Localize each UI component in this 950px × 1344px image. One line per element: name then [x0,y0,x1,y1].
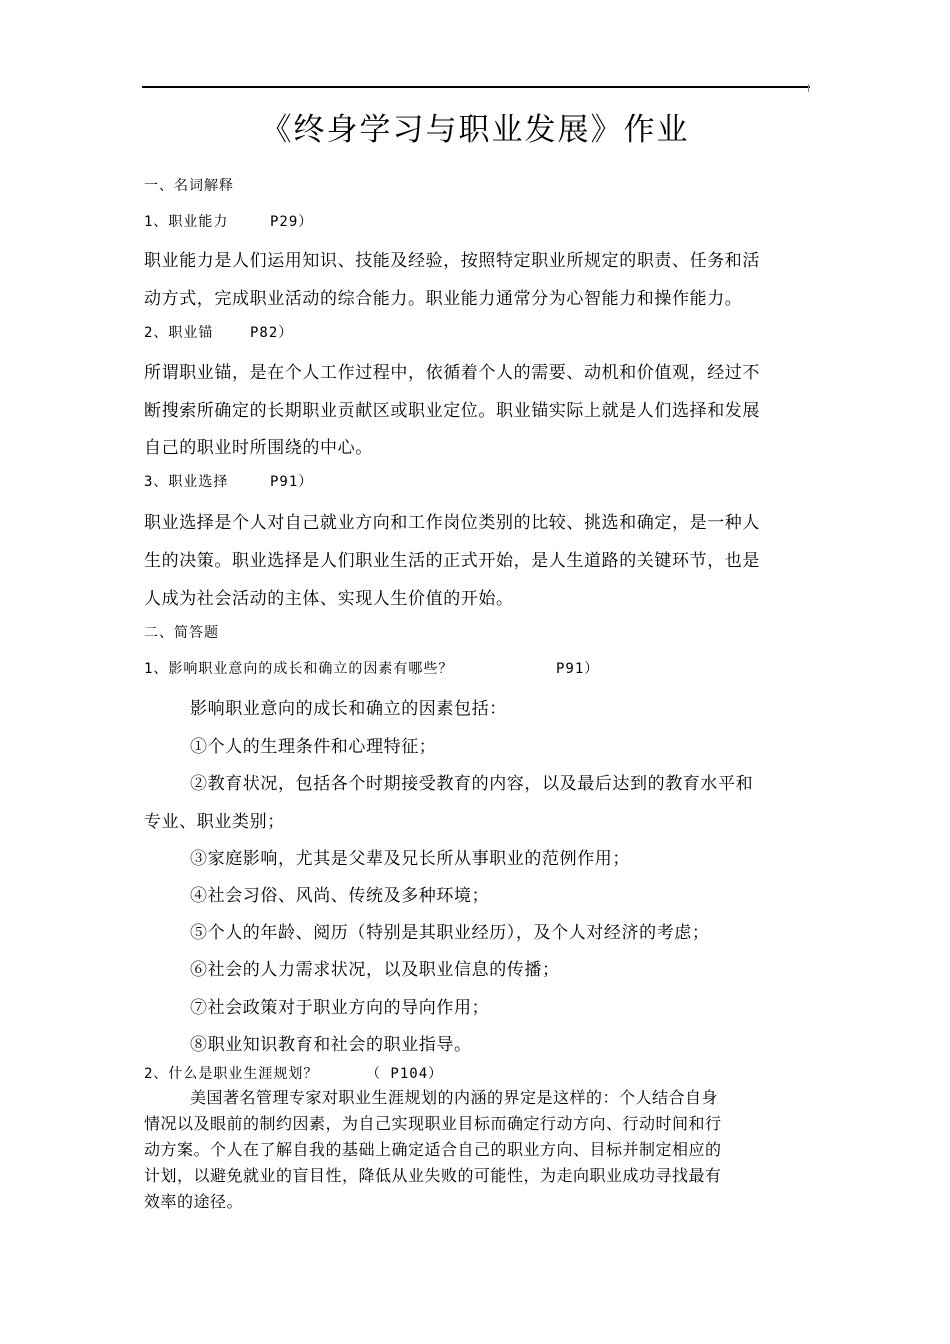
q1-point-1: ①个人的生理条件和心理特征； [190,737,437,757]
q1-ref: P91） [556,661,600,677]
q1-point-2a: ②教育状况，包括各个时期接受教育的内容，以及最后达到的教育水平和 [190,774,754,794]
q2-ref: （ P104） [366,1066,444,1082]
q1-point-3: ③家庭影响，尤其是父辈及兄长所从事职业的范例作用； [190,849,630,869]
term3-line-3: 人成为社会活动的主体、实现人生价值的开始。 [144,589,514,609]
term3-line-2: 生的决策。职业选择是人们职业生活的正式开始，是人生道路的关键环节，也是 [144,551,760,571]
header-rule [142,86,810,88]
term2-ref: P82） [250,325,294,341]
q1-point-7: ⑦社会政策对于职业方向的导向作用； [190,998,490,1018]
q1-point-2b: 专业、职业类别； [144,812,285,832]
header-rule-tick [808,84,809,92]
term2-label: 2、职业锚 [144,325,214,341]
term2-line-1: 所谓职业锚，是在个人工作过程中，依循着个人的需要、动机和价值观，经过不 [144,363,760,383]
term3-ref: P91） [270,474,314,490]
q2-line-1: 美国著名管理专家对职业生涯规划的内涵的界定是这样的：个人结合自身 [190,1088,719,1107]
term3-label: 3、职业选择 [144,474,229,490]
q1-point-8: ⑧职业知识教育和社会的职业指导。 [190,1035,472,1055]
term1-label: 1、职业能力 [144,214,229,230]
term3-line-1: 职业选择是个人对自己就业方向和工作岗位类别的比较、挑选和确定，是一种人 [144,513,760,533]
q1-point-5: ⑤个人的年龄、阅历（特别是其职业经历），及个人对经济的考虑； [190,923,710,943]
q2-line-4: 计划，以避免就业的盲目性，降低从业失败的可能性，为走向职业成功寻找最有 [144,1166,722,1185]
q1-intro: 影响职业意向的成长和确立的因素包括： [190,699,507,719]
term1-line-2: 动方式，完成职业活动的综合能力。职业能力通常分为心智能力和操作能力。 [144,289,743,309]
term1-line-1: 职业能力是人们运用知识、技能及经验，按照特定职业所规定的职责、任务和活 [144,251,760,271]
q1-point-4: ④社会习俗、风尚、传统及多种环境； [190,886,490,906]
q2-line-3: 动方案。个人在了解自我的基础上确定适合自己的职业方向、目标并制定相应的 [144,1140,722,1159]
section1-heading: 一、名词解释 [144,178,234,194]
q1-label: 1、影响职业意向的成长和确立的因素有哪些？ [144,661,454,677]
term1-ref: P29） [270,214,314,230]
section2-heading: 二、简答题 [144,625,219,641]
document-title: 《终身学习与职业发展》作业 [260,112,690,148]
q1-point-6: ⑥社会的人力需求状况，以及职业信息的传播； [190,960,560,980]
term2-line-3: 自己的职业时所围绕的中心。 [144,438,373,458]
term2-line-2: 断搜索所确定的长期职业贡献区或职业定位。职业锚实际上就是人们选择和发展 [144,401,760,421]
q2-line-5: 效率的途径。 [144,1192,244,1211]
q2-line-2: 情况以及眼前的制约因素，为自己实现职业目标而确定行动方向、行动时间和行 [144,1114,722,1133]
q2-label: 2、什么是职业生涯规划？ [144,1066,319,1082]
